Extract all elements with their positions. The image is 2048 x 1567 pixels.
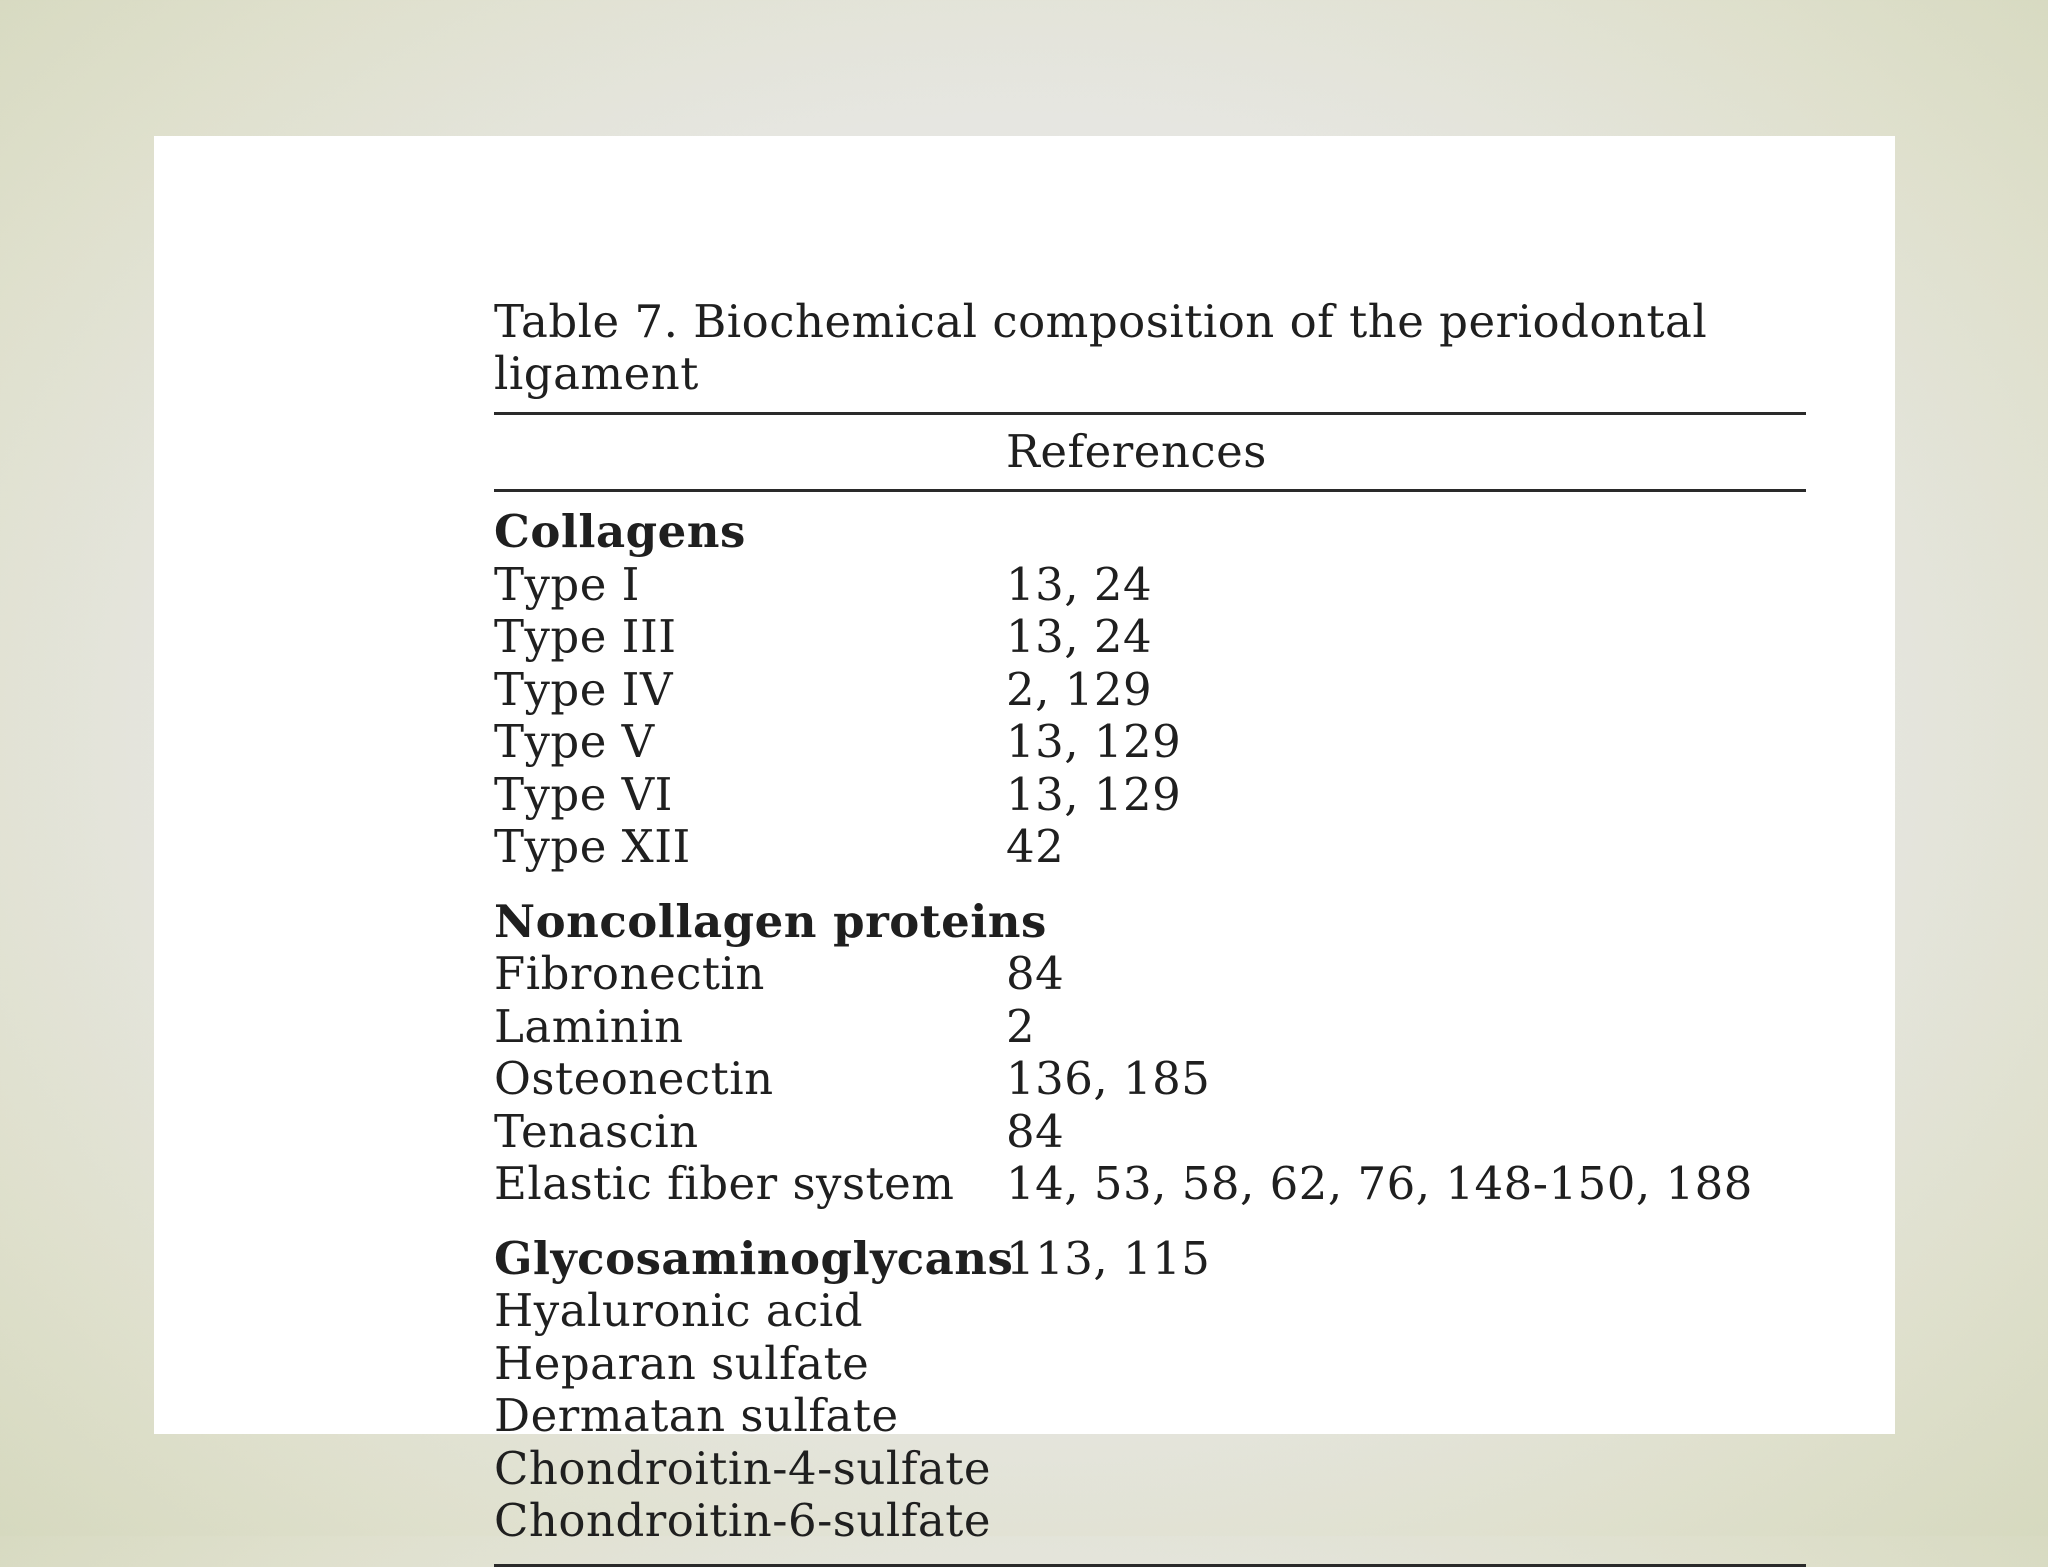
bottom-rule — [494, 1564, 1806, 1567]
references-column-header: References — [1006, 425, 1267, 478]
reference-numbers: 2 — [1006, 999, 1036, 1053]
component-name: Chondroitin-4-sulfate — [494, 1441, 991, 1495]
component-name: Fibronectin — [494, 947, 765, 1000]
table-row — [494, 1495, 1806, 1548]
component-name: Type IV — [494, 662, 673, 716]
section-collagens — [494, 506, 1806, 874]
table-row — [494, 1285, 1806, 1338]
table-row — [494, 611, 1806, 664]
table-row — [494, 1390, 1806, 1443]
reference-numbers: 136, 185 — [1006, 1052, 1211, 1105]
reference-numbers: 42 — [1006, 820, 1065, 873]
table-row — [494, 1001, 1806, 1054]
component-name: Type XII — [494, 820, 691, 873]
component-name: Heparan sulfate — [494, 1336, 870, 1390]
reference-numbers: 13, 24 — [1006, 610, 1153, 663]
section-heading-row — [494, 1233, 1806, 1286]
table-header-row — [494, 415, 1806, 489]
reference-numbers: 14, 53, 58, 62, 76, 148-150, 188 — [1006, 1157, 1753, 1210]
table-row — [494, 1443, 1806, 1496]
table-row — [494, 716, 1806, 769]
reference-numbers: 84 — [1006, 947, 1065, 1000]
section-heading-refs: 113, 115 — [1006, 1231, 1211, 1285]
table-row — [494, 1053, 1806, 1106]
section-noncollagen-proteins — [494, 896, 1806, 1211]
component-name: Osteonectin — [494, 1052, 774, 1105]
component-name: Type III — [494, 610, 677, 663]
table-caption: Table 7. Biochemical composition of the periodontal ligament — [494, 295, 1708, 400]
reference-numbers: 2, 129 — [1006, 662, 1153, 716]
section-heading: Collagens — [494, 505, 746, 558]
component-name: Type I — [494, 557, 640, 611]
reference-numbers: 84 — [1006, 1104, 1065, 1158]
table-row — [494, 559, 1806, 612]
component-name: Elastic fiber system — [494, 1157, 955, 1210]
component-name: Laminin — [494, 999, 684, 1053]
slide-card — [154, 136, 1895, 1547]
composition-table — [494, 296, 1806, 1567]
component-name: Type V — [494, 715, 655, 768]
header-rule — [494, 489, 1806, 492]
component-name: Hyaluronic acid — [494, 1284, 864, 1337]
section-heading-row — [494, 506, 1806, 559]
component-name: Chondroitin-6-sulfate — [494, 1494, 991, 1547]
reference-numbers: 13, 129 — [1006, 767, 1182, 821]
table-row — [494, 769, 1806, 822]
component-name: Dermatan sulfate — [494, 1389, 899, 1442]
table-row — [494, 1158, 1806, 1211]
table-row — [494, 664, 1806, 717]
table-row — [494, 821, 1806, 874]
reference-numbers: 13, 24 — [1006, 557, 1153, 611]
component-name: Type VI — [494, 767, 673, 821]
table-row — [494, 948, 1806, 1001]
section-heading-row — [494, 896, 1806, 949]
section-glycosaminoglycans — [494, 1233, 1806, 1548]
table-row — [494, 1106, 1806, 1159]
component-name: Tenascin — [494, 1104, 699, 1158]
table-row — [494, 1338, 1806, 1391]
section-heading: Glycosaminoglycans — [494, 1231, 1014, 1285]
reference-numbers: 13, 129 — [1006, 715, 1182, 768]
section-heading: Noncollagen proteins — [494, 894, 1047, 948]
